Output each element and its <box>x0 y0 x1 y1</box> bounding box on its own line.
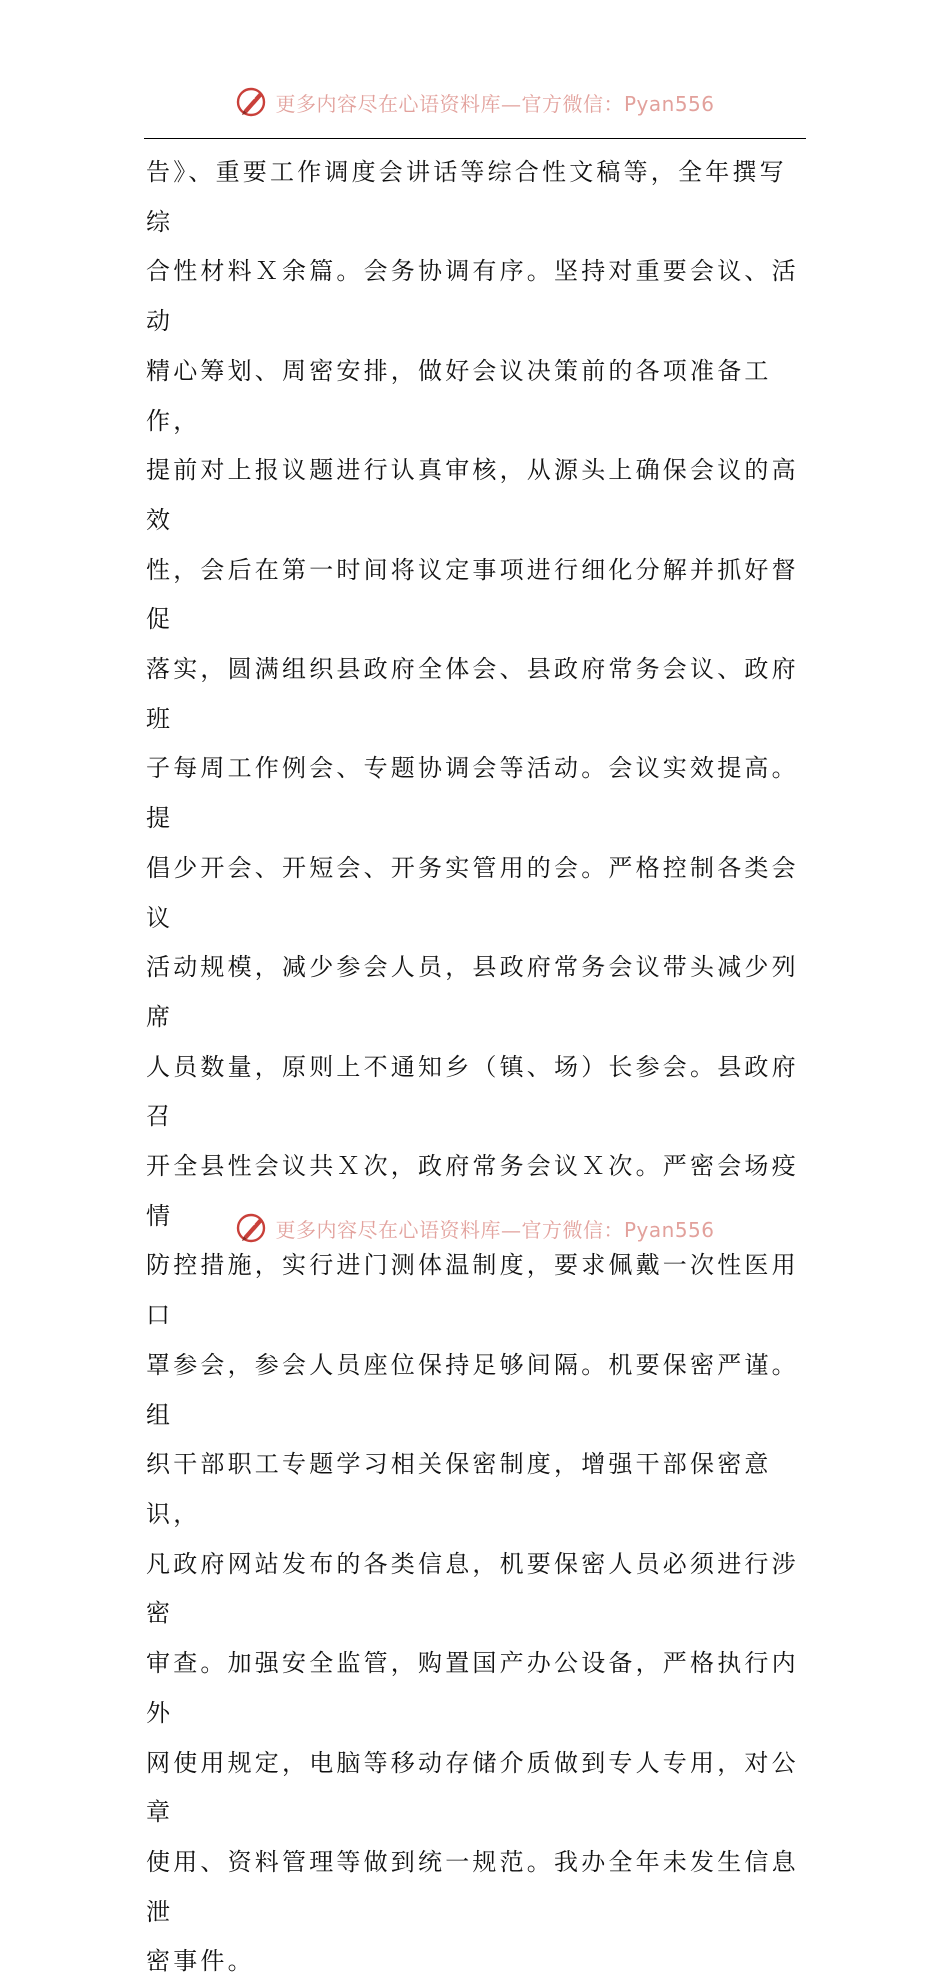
footer-watermark <box>0 1208 950 1248</box>
header-divider <box>144 138 806 139</box>
pen-logo-icon <box>235 1211 269 1245</box>
body-paragraph: 告》、重要工作调度会讲话等综合性文稿等，全年撰写综 合性材料Ｘ余篇。会务协调有序。坚持对重要会议、活动 精心筹划、周密安排，做好会议决策前的各项准备工作， 提前对上报议题进行认真审核，从源头上确保会议的高效 性，会后在第一时间将议定事项进行细化分解并抓好督促 落实，圆满组织县政府全体会、县政府常务会议、政府班 子每周工作例会、专题协调会等活动。会议实效提高。提 倡少开会、开短会、开务实管用的会。严格控制各类会议 活动规模，减少参会人员，县政府常务会议带头减少列席 人员数量，原则上不通知乡（镇、场）长参会。县政府召 开全县性会议共Ｘ次，政府常务会议Ｘ次。严密会场疫情 防控措施，实行进门测体温制度，要求佩戴一次性医用口 罩参会，参会人员座位保持足够间隔。机要保密严谨。组 织干部职工专题学习相关保密制度，增强干部保密意识， 凡政府网站发布的各类信息，机要保密人员必须进行涉密 审查。加强安全监管，购置国产办公设备，严格执行内外 网使用规定，电脑等移动存储介质做到专人专用，对公章 使用、资料管理等做到统一规范。我办全年未发生信息泄 密事件。 <box>146 158 799 1976</box>
pen-logo-icon <box>235 85 269 119</box>
header-watermark <box>0 82 950 122</box>
watermark-text: 更多内容尽在心语资料库—官方微信：Pyan556 <box>275 1217 715 1242</box>
watermark-text: 更多内容尽在心语资料库—官方微信：Pyan556 <box>275 91 715 116</box>
